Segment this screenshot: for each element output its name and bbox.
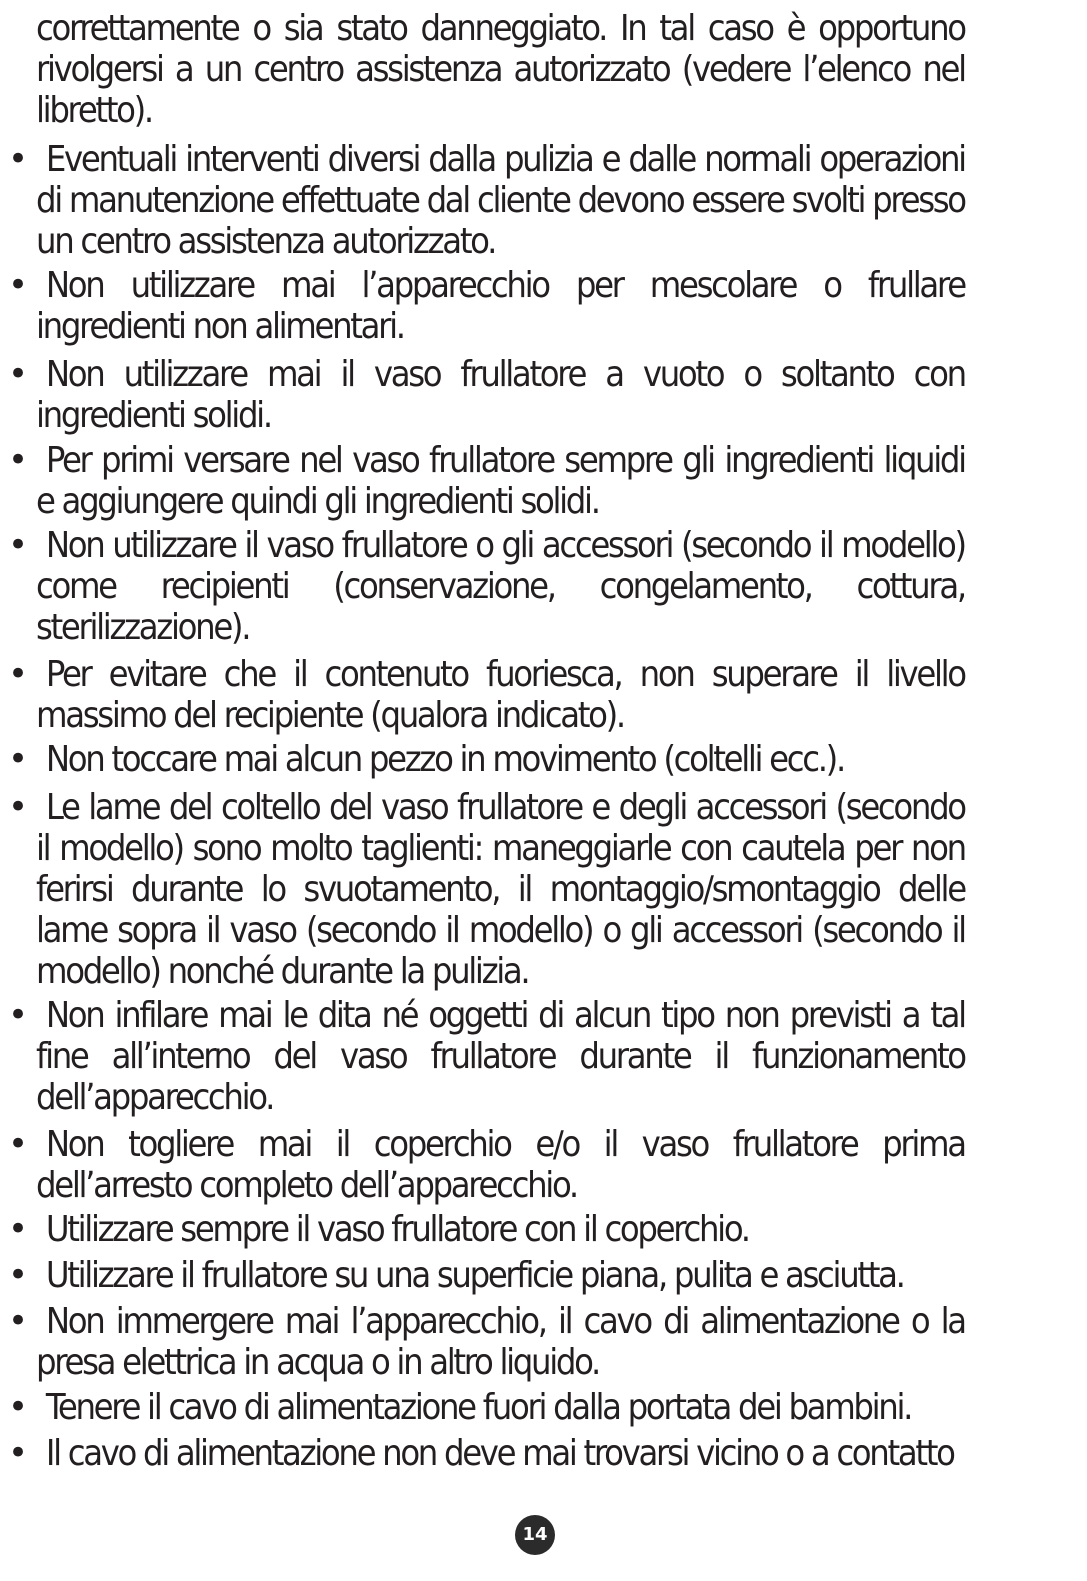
list-item xyxy=(0,739,1087,780)
page-number-badge: 14 xyxy=(515,1515,555,1555)
list-item-text: Per primi versare nel vaso frullatore sempre gli ingredienti liquidi e aggiungere quindi gli ingredienti solidi. xyxy=(36,440,965,522)
list-item-text: Non toccare mai alcun pezzo in movimento (coltelli ecc.). xyxy=(45,739,844,780)
list-item-text: Il cavo di alimentazione non deve mai trovarsi vicino o a contatto xyxy=(45,1433,954,1474)
list-item xyxy=(0,1387,1087,1428)
bullet-icon: • xyxy=(8,1433,29,1473)
bullet-icon: • xyxy=(8,1124,29,1164)
continuation-paragraph: correttamente o sia stato danneggiato. In tal caso è opportuno rivolgersi a un centro assistenza autorizzato (vedere l’elenco nel libretto). xyxy=(36,8,965,131)
list-item xyxy=(0,1301,1087,1383)
bullet-icon: • xyxy=(8,1255,29,1295)
list-item xyxy=(0,139,1087,262)
list-item xyxy=(0,354,1087,436)
list-item-text: Non utilizzare mai l’apparecchio per mescolare o frullare ingredienti non alimentari. xyxy=(36,265,965,347)
list-item xyxy=(0,1209,1087,1250)
list-item-text: Eventuali interventi diversi dalla pulizia e dalle normali operazioni di manutenzione effettuate dal cliente devono essere svolti presso un centro assistenza autorizzato. xyxy=(36,139,965,262)
list-item-text: Non utilizzare mai il vaso frullatore a vuoto o soltanto con ingredienti solidi. xyxy=(36,354,965,436)
bullet-icon: • xyxy=(8,440,29,480)
bullet-icon: • xyxy=(8,787,29,827)
list-item xyxy=(0,1255,1087,1296)
bullet-icon: • xyxy=(8,139,29,179)
list-item xyxy=(0,1124,1087,1206)
list-item-text: Utilizzare il frullatore su una superficie piana, pulita e asciutta. xyxy=(45,1255,904,1296)
bullet-icon: • xyxy=(8,1387,29,1427)
bullet-icon: • xyxy=(8,995,29,1035)
list-item xyxy=(0,787,1087,992)
list-item xyxy=(0,1433,1087,1474)
list-item xyxy=(0,265,1087,347)
bullet-icon: • xyxy=(8,654,29,694)
list-item-text: Le lame del coltello del vaso frullatore e degli accessori (secondo il modello) sono molto taglienti: maneggiarle con cautela per non ferirsi durante lo svuotamento, il montaggio/smontaggio delle lame sopra il vaso (secondo il modello) o gli accessori (secondo il modello) nonché durante la pulizia. xyxy=(36,787,965,992)
bullet-icon: • xyxy=(8,739,29,779)
list-item-text: Per evitare che il contenuto fuoriesca, non superare il livello massimo del recipiente (qualora indicato). xyxy=(36,654,965,736)
bullet-icon: • xyxy=(8,1301,29,1341)
list-item xyxy=(0,654,1087,736)
bullet-icon: • xyxy=(8,265,29,305)
list-item xyxy=(0,995,1087,1118)
bullet-icon: • xyxy=(8,354,29,394)
list-item-text: Non immergere mai l’apparecchio, il cavo di alimentazione o la presa elettrica in acqua o in altro liquido. xyxy=(36,1301,965,1383)
list-item-text: Non togliere mai il coperchio e/o il vaso frullatore prima dell’arresto completo dell’apparecchio. xyxy=(36,1124,965,1206)
list-item xyxy=(0,525,1087,648)
list-item-text: Tenere il cavo di alimentazione fuori dalla portata dei bambini. xyxy=(45,1387,912,1428)
list-item-text: Non infilare mai le dita né oggetti di alcun tipo non previsti a tal fine all’interno del vaso frullatore durante il funzionamento dell’apparecchio. xyxy=(36,995,965,1118)
bullet-icon: • xyxy=(8,1209,29,1249)
list-item-text: Utilizzare sempre il vaso frullatore con il coperchio. xyxy=(45,1209,749,1250)
bullet-icon: • xyxy=(8,525,29,565)
list-item xyxy=(0,440,1087,522)
list-item-text: Non utilizzare il vaso frullatore o gli accessori (secondo il modello) come recipienti (conservazione, congelamento, cottura, sterilizzazione). xyxy=(36,525,965,648)
